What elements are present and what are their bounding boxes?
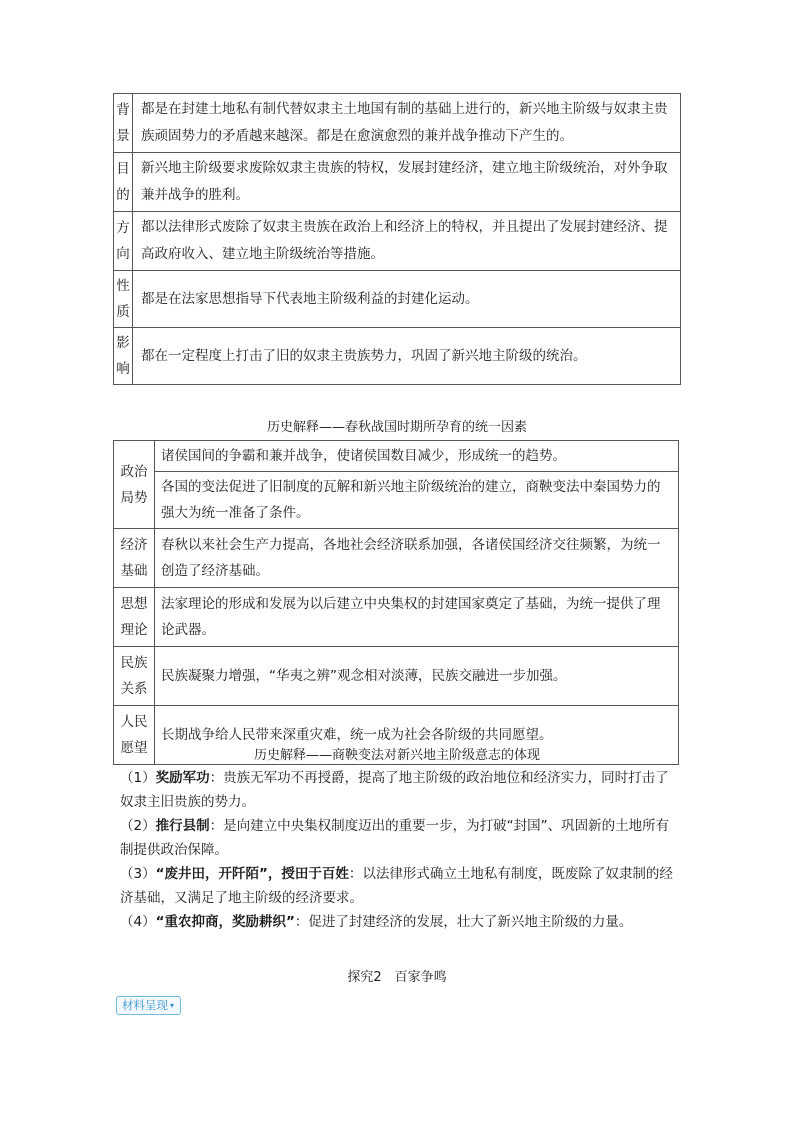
item-separator: ： xyxy=(348,866,363,882)
list-item xyxy=(120,766,680,814)
row-label: 人民愿望 xyxy=(114,706,155,765)
row-label: 经济基础 xyxy=(114,529,155,588)
row-content: 都以法律形式废除了奴隶主贵族在政治上和经济上的特权，并且提出了发展封建经济、提高政府收入、建立地主阶级统治等措施。 xyxy=(133,212,681,271)
row-label: 民族关系 xyxy=(114,647,155,706)
shang-yang-reform-list xyxy=(120,766,680,934)
row-content: 各国的变法促进了旧制度的瓦解和新兴地主阶级统治的建立，商鞅变法中秦国势力的强大为统一准备了条件。 xyxy=(155,472,679,529)
table-row xyxy=(114,441,679,472)
item-separator: ： xyxy=(209,818,224,834)
row-label: 目的 xyxy=(114,153,133,212)
item-label: “重农抑商，奖励耕织” xyxy=(155,914,295,930)
table-row xyxy=(114,328,681,385)
table-row xyxy=(114,153,681,212)
row-content: 新兴地主阶级要求废除奴隶主贵族的特权，发展封建经济，建立地主阶级统治，对外争取兼并战争的胜利。 xyxy=(133,153,681,212)
item-text: 贵族无军功不再授爵，提高了地主阶级的政治地位和经济实力，同时打击了奴隶主旧贵族的势力。 xyxy=(120,770,669,810)
unification-factors-table xyxy=(113,440,679,765)
table-row xyxy=(114,588,679,647)
item-label: 奖励军功 xyxy=(155,770,210,786)
caret-down-icon: ▾ xyxy=(170,1001,175,1010)
section-title-shang-yang: 历史解释——商鞅变法对新兴地主阶级意志的体现 xyxy=(253,748,540,763)
item-number: （1） xyxy=(120,770,156,786)
table-row xyxy=(114,94,681,153)
row-label: 背景 xyxy=(114,94,133,153)
item-number: （4） xyxy=(120,914,156,930)
table-row xyxy=(114,212,681,271)
row-content: 都是在封建土地私有制代替奴隶主土地国有制的基础上进行的，新兴地主阶级与奴隶主贵族顽固势力的矛盾越来越深。都是在愈演愈烈的兼并战争推动下产生的。 xyxy=(133,94,681,153)
item-separator: ： xyxy=(209,770,224,786)
table-row xyxy=(114,271,681,328)
row-label: 思想理论 xyxy=(114,588,155,647)
row-content: 诸侯国间的争霸和兼并战争，使诸侯国数目减少，形成统一的趋势。 xyxy=(155,441,679,472)
table-row xyxy=(114,529,679,588)
row-content: 长期战争给人民带来深重灾难，统一成为社会各阶级的共同愿望。 xyxy=(155,706,679,765)
section-title-hundred-schools: 探究2 百家争鸣 xyxy=(347,970,447,985)
list-item xyxy=(120,814,680,862)
comparison-table xyxy=(113,93,681,385)
table-row xyxy=(114,647,679,706)
list-item xyxy=(120,862,680,910)
section-title-unification: 历史解释——春秋战国时期所孕育的统一因素 xyxy=(266,420,527,435)
row-content: 都在一定程度上打击了旧的奴隶主贵族势力，巩固了新兴地主阶级的统治。 xyxy=(133,328,681,385)
material-badge[interactable] xyxy=(116,996,181,1015)
table-row xyxy=(114,472,679,529)
row-content: 春秋以来社会生产力提高，各地社会经济联系加强，各诸侯国经济交往频繁，为统一创造了经济基础。 xyxy=(155,529,679,588)
item-text: 以法律形式确立土地私有制度，既废除了奴隶制的经济基础，又满足了地主阶级的经济要求。 xyxy=(120,866,673,906)
row-label: 影响 xyxy=(114,328,133,385)
item-number: （2） xyxy=(120,818,156,834)
row-label: 方向 xyxy=(114,212,133,271)
row-content: 都是在法家思想指导下代表地主阶级利益的封建化运动。 xyxy=(133,271,681,328)
item-number: （3） xyxy=(120,866,156,882)
item-text: 是向建立中央集权制度迈出的重要一步，为打破“封国”、巩固新的土地所有制提供政治保障。 xyxy=(120,818,670,858)
row-label: 政治局势 xyxy=(114,441,155,529)
badge-label: 材料呈现 xyxy=(122,998,168,1012)
item-text: 促进了封建经济的发展，壮大了新兴地主阶级的力量。 xyxy=(308,914,633,930)
list-item xyxy=(120,910,680,934)
item-separator: ： xyxy=(294,914,309,930)
item-label: 推行县制 xyxy=(155,818,210,834)
item-label: “废井田，开阡陌”，授田于百姓 xyxy=(155,866,349,882)
row-content: 法家理论的形成和发展为以后建立中央集权的封建国家奠定了基础，为统一提供了理论武器。 xyxy=(155,588,679,647)
row-label: 性质 xyxy=(114,271,133,328)
row-content: 民族凝聚力增强，“华夷之辨”观念相对淡薄，民族交融进一步加强。 xyxy=(155,647,679,706)
